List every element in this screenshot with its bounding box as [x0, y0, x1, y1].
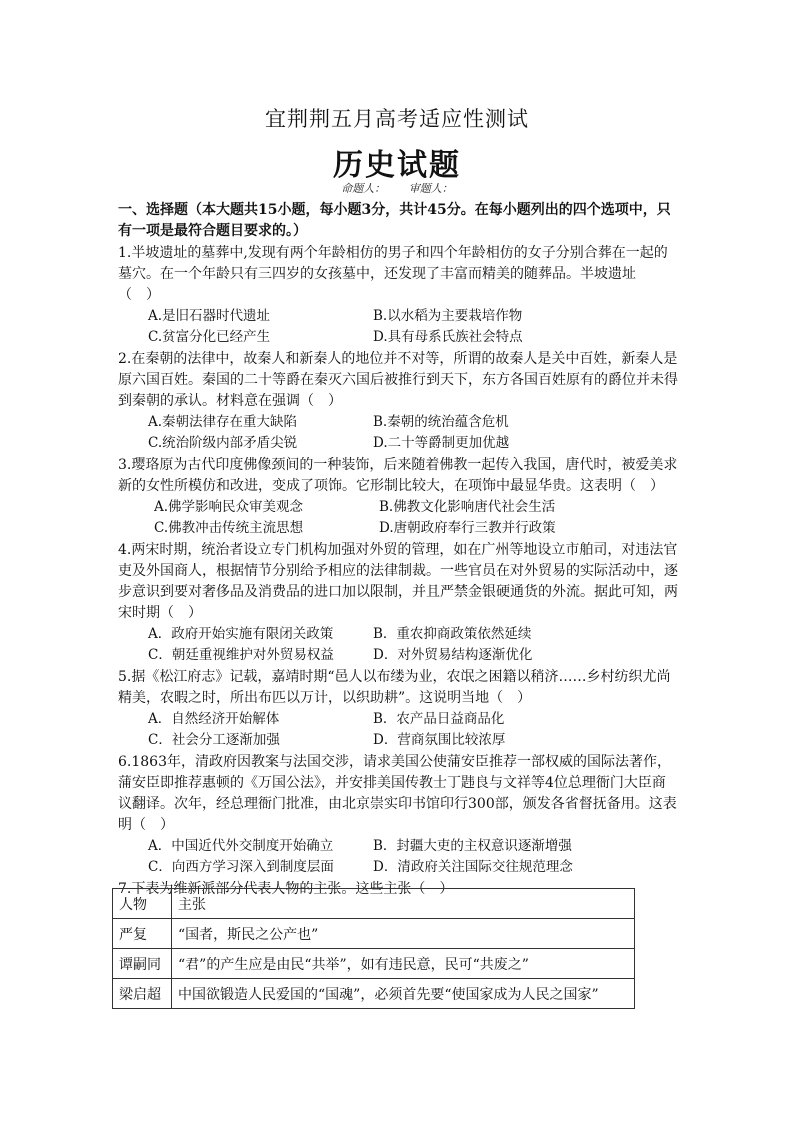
option-b[interactable]: B．封疆大吏的主权意识逐渐增强: [373, 838, 572, 854]
setter-label: 命题人：: [341, 182, 386, 195]
question-2: [118, 349, 678, 454]
option-row: [118, 497, 678, 518]
option-row: [118, 730, 678, 751]
table-cell-view: “君”的产生应是由民“共举”，如有违民意，民可“共废之”: [172, 949, 635, 979]
option-a[interactable]: A.是旧石器时代遗址: [148, 308, 271, 324]
option-row: [118, 624, 678, 645]
reviewer-label: 审题人：: [408, 182, 453, 195]
option-row: [118, 412, 678, 433]
question-text: （ ）: [118, 287, 160, 303]
question-text: 7.下表为维新派部分代表人物的主张。这些主张（ ）: [118, 881, 454, 897]
option-d[interactable]: D.二十等爵制更加优越: [373, 435, 510, 451]
question-text: 宋时期（ ）: [118, 605, 202, 621]
question-text: 6.1863年，清政府因教案与法国交涉，请求美国公使蒲安臣推荐一部权威的国际法著作，: [118, 754, 671, 770]
table-row: [113, 919, 635, 949]
option-b[interactable]: B.佛教文化影响唐代社会生活: [379, 499, 556, 515]
option-a[interactable]: A.秦朝法律存在重大缺陷: [148, 414, 298, 430]
option-b[interactable]: B．重农抑商政策依然延续: [373, 626, 532, 642]
option-row: [118, 518, 678, 539]
table-cell-person: 严复: [113, 919, 172, 949]
question-6: [118, 752, 678, 878]
option-row: [118, 327, 678, 348]
question-list: [118, 200, 678, 900]
option-a[interactable]: A.佛学影响民众审美观念: [154, 499, 304, 515]
option-d[interactable]: D.唐朝政府奉行三教并行政策: [379, 520, 556, 536]
option-row: [118, 857, 678, 878]
option-b[interactable]: B.秦朝的统治蕴含危机: [373, 414, 509, 430]
option-a[interactable]: A．中国近代外交制度开始确立: [148, 838, 334, 854]
question-text: 原六国百姓。秦国的二十等爵在秦灭六国后被推行到天下，东方各国百姓原有的爵位并未得: [118, 372, 678, 388]
table-row: [113, 949, 635, 979]
question-text: 5.据《松江府志》记载，嘉靖时期“邑人以布缕为业，农氓之困籍以稍济……乡村纺织尤尚: [118, 669, 671, 685]
option-d[interactable]: D.具有母系氏族社会特点: [373, 329, 523, 345]
option-row: [118, 306, 678, 327]
question-text: 3.璎珞原为古代印度佛像颈间的一种装饰，后来随着佛教一起传入我国，唐代时，被爱美求: [118, 457, 678, 473]
question-text: 精美，农暇之时，所出布匹以万计，以织助耕”。这说明当地（ ）: [118, 690, 532, 706]
option-d[interactable]: D．清政府关注国际交往规范理念: [373, 859, 573, 875]
subject-title: 历史试题: [333, 148, 461, 183]
option-row: [118, 709, 678, 730]
option-c[interactable]: C.佛教冲击传统主流思想: [154, 520, 304, 536]
option-c[interactable]: C.贫富分化已经产生: [148, 329, 271, 345]
question-text: 议翻译。次年，经总理衙门批准，由北京崇实印书馆印行300部，颁发各省督抚备用。这表: [118, 796, 677, 812]
option-c[interactable]: C．向西方学习深入到制度层面: [148, 859, 334, 875]
option-c[interactable]: C.统治阶级内部矛盾尖锐: [148, 435, 298, 451]
question-3: [118, 455, 678, 539]
option-row: [118, 836, 678, 857]
question-4: [118, 540, 678, 666]
option-b[interactable]: B.以水稻为主要栽培作物: [373, 308, 523, 324]
exam-title: 宜荆荆五月高考适应性测试: [265, 107, 529, 131]
table-row: [113, 979, 635, 1009]
question-text: 吏及外国商人，根据情节分别给予相应的法律制裁。一些官员在对外贸易的实际活动中，逐: [118, 563, 678, 579]
table-cell-view: “国者，斯民之公产也”: [172, 919, 635, 949]
question-1: [118, 243, 678, 348]
option-c[interactable]: C．朝廷重视维护对外贸易权益: [148, 647, 334, 663]
table-cell-person: 梁启超: [113, 979, 172, 1009]
author-line: [0, 180, 794, 196]
reformers-table: [112, 888, 635, 1009]
question-text: 到秦朝的承认。材料意在强调（ ）: [118, 393, 342, 409]
option-c[interactable]: C．社会分工逐渐加强: [148, 732, 280, 748]
question-text: 步意识到要对奢侈品及消费品的进口加以限制，并且严禁金银硬通货的外流。据此可知，两: [118, 584, 678, 600]
section-heading-cont: 有一项是最符合题目要求的。）: [118, 223, 307, 239]
option-a[interactable]: A．自然经济开始解体: [148, 711, 280, 727]
question-text: 2.在秦朝的法律中，故秦人和新秦人的地位并不对等，所谓的故秦人是关中百姓，新秦人是: [118, 351, 678, 367]
question-text: 明（ ）: [118, 817, 174, 833]
option-b[interactable]: B．农产品日益商品化: [373, 711, 505, 727]
option-row: [118, 433, 678, 454]
option-a[interactable]: A．政府开始实施有限闭关政策: [148, 626, 334, 642]
question-text: 墓穴。在一个年龄只有三四岁的女孩墓中，还发现了丰富而精美的随葬品。半坡遗址: [118, 266, 636, 282]
table-header-view: 主张: [172, 889, 635, 919]
table-cell-view: 中国欲锻造人民爱国的“国魂”，必须首先要“使国家成为人民之国家”: [172, 979, 635, 1009]
question-text: 新的女性所模仿和改进，变成了项饰。它形制比较大，在项饰中最显华贵。这表明（ ）: [118, 478, 664, 494]
table-header-person: 人物: [113, 889, 172, 919]
question-text: 1.半坡遗址的墓葬中,发现有两个年龄相仿的男子和四个年龄相仿的女子分别合葬在一起的: [118, 245, 668, 261]
table-header-row: [113, 889, 635, 919]
section-heading: 一、选择题（本大题共15小题，每小题3分，共计45分。在每小题列出的四个选项中，只: [118, 202, 671, 218]
question-5: [118, 667, 678, 751]
option-row: [118, 645, 678, 666]
option-d[interactable]: D．营商氛围比较浓厚: [373, 732, 506, 748]
option-d[interactable]: D．对外贸易结构逐渐优化: [373, 647, 533, 663]
question-text: 4.两宋时期，统治者设立专门机构加强对外贸的管理，如在广州等地设立市舶司，对违法官: [118, 542, 678, 558]
table-cell-person: 谭嗣同: [113, 949, 172, 979]
question-text: 蒲安臣即推荐惠顿的《万国公法》，并安排美国传教士丁韪良与文祥等4位总理衙门大臣商: [118, 775, 666, 791]
